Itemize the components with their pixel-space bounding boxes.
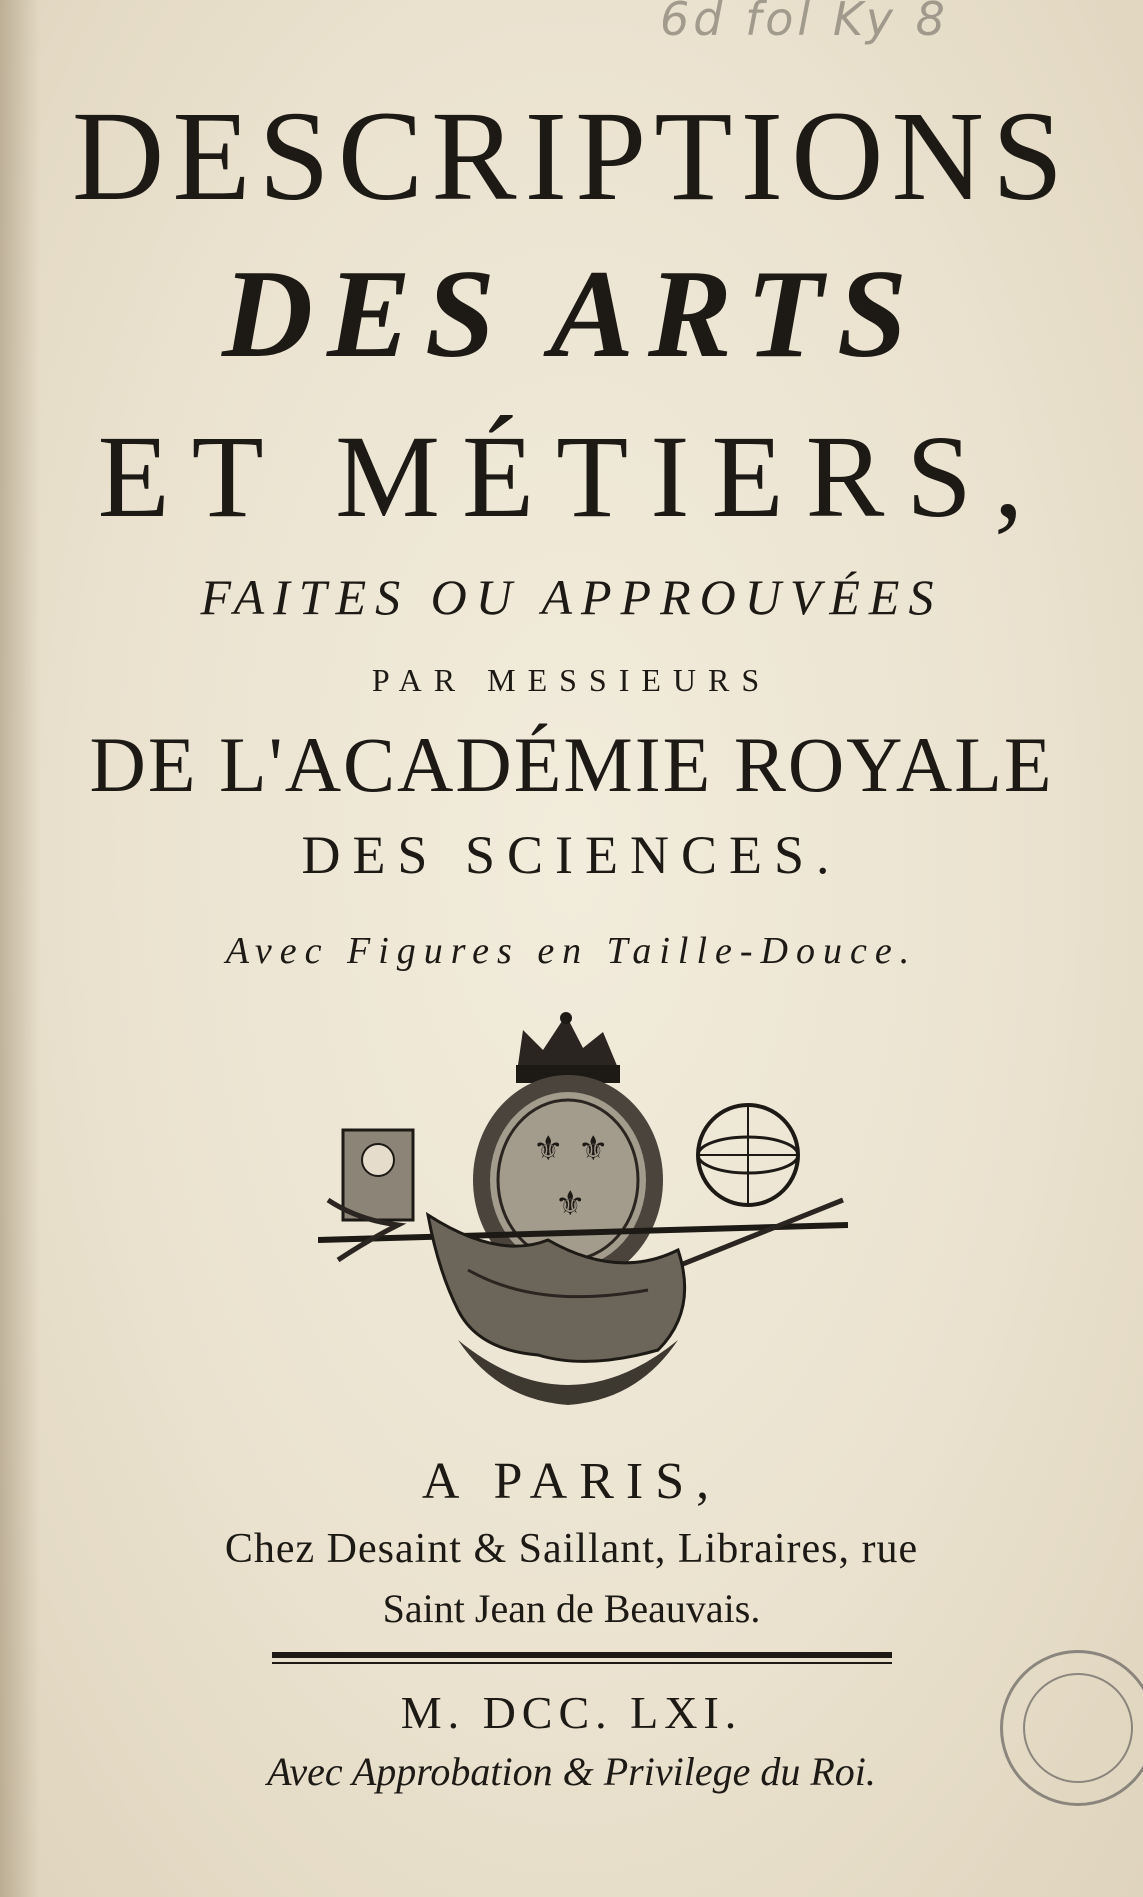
- subtitle-avec-figures: Avec Figures en Taille-Douce.: [225, 930, 918, 972]
- svg-text:⚜: ⚜: [578, 1129, 609, 1169]
- imprint-city: A PARIS,: [421, 1453, 722, 1510]
- crown-icon: [516, 1012, 620, 1083]
- imprint-address: Saint Jean de Beauvais.: [382, 1586, 761, 1631]
- svg-text:⚜: ⚜: [555, 1184, 586, 1224]
- divider-rule-thin: [272, 1662, 892, 1664]
- title-line-des-arts: DES ARTS: [221, 245, 922, 384]
- imprint-year: M. DCC. LXI.: [400, 1687, 743, 1738]
- library-stamp-icon: [1000, 1650, 1143, 1806]
- title-line-et-metiers: ET MÉTIERS,: [97, 411, 1046, 542]
- book-icon: [343, 1130, 413, 1220]
- royal-coat-of-arms-emblem: [318, 1010, 848, 1430]
- imprint-privilege: Avec Approbation & Privilege du Roi.: [267, 1749, 876, 1794]
- imprint-publisher: Chez Desaint & Saillant, Libraires, rue: [224, 1526, 919, 1572]
- title-line-descriptions: DESCRIPTIONS: [71, 85, 1072, 227]
- divider-rule-thick: [272, 1652, 892, 1658]
- subtitle-par-messieurs: PAR MESSIEURS: [371, 662, 772, 698]
- armillary-sphere-icon: [698, 1105, 798, 1205]
- subtitle-academie-royale: DE L'ACADÉMIE ROYALE: [89, 721, 1054, 808]
- subtitle-des-sciences: DES SCIENCES.: [301, 825, 842, 885]
- svg-text:⚜: ⚜: [533, 1129, 564, 1169]
- subtitle-faites-ou-approuvees: FAITES OU APPROUVÉES: [200, 569, 943, 625]
- handwritten-shelfmark: 6d fol Ky 8: [660, 0, 949, 46]
